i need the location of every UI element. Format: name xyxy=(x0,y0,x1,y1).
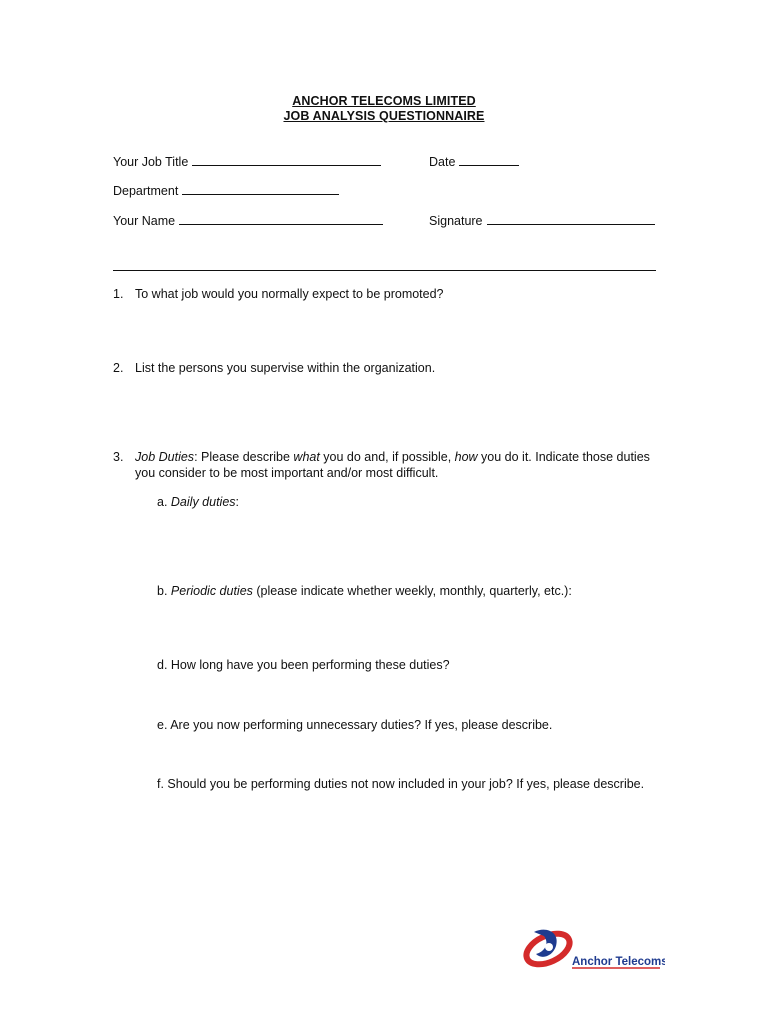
department-label: Department xyxy=(113,184,179,198)
department-blank[interactable] xyxy=(182,182,339,195)
section-divider xyxy=(113,270,656,271)
a-suffix: : xyxy=(235,495,240,509)
logo-text: Anchor Telecoms xyxy=(572,956,665,968)
sub-question-d: d. How long have you been performing these duties? xyxy=(157,658,450,672)
department-field[interactable] xyxy=(113,182,339,198)
date-blank[interactable] xyxy=(459,153,519,166)
q3-how: how xyxy=(454,450,478,464)
job-title-label: Your Job Title xyxy=(113,155,189,169)
name-label: Your Name xyxy=(113,214,176,228)
sub-question-a xyxy=(157,495,239,509)
question-2-number: 2. xyxy=(113,361,124,375)
question-1-text: To what job would you normally expect to be promoted? xyxy=(135,287,444,301)
a-prefix: a. xyxy=(157,495,171,509)
q3-what: what xyxy=(293,450,320,464)
q3-part2: : Please describe xyxy=(194,450,294,464)
name-blank[interactable] xyxy=(179,212,383,225)
q3-part4: you do and, if possible, xyxy=(319,450,455,464)
company-title: ANCHOR TELECOMS LIMITED xyxy=(292,94,476,108)
anchor-telecoms-logo xyxy=(520,924,665,974)
signature-label: Signature xyxy=(429,214,483,228)
sub-question-b xyxy=(157,584,572,598)
form-title: JOB ANALYSIS QUESTIONNAIRE xyxy=(283,109,485,123)
b-prefix: b. xyxy=(157,584,171,598)
question-3-number: 3. xyxy=(113,450,124,464)
signature-blank[interactable] xyxy=(487,212,655,225)
question-1-number: 1. xyxy=(113,287,124,301)
b-suffix: (please indicate whether weekly, monthly, quarterly, etc.): xyxy=(252,584,572,598)
sub-question-f: f. Should you be performing duties not now included in your job? If yes, please describe. xyxy=(157,777,645,791)
b-periodic-duties: Periodic duties xyxy=(170,584,253,598)
question-2-text: List the persons you supervise within the organization. xyxy=(135,361,436,375)
q3-part6: you do it. Indicate those duties you consider to be most important and/or most difficult. xyxy=(135,450,650,480)
sub-question-e: e. Are you now performing unnecessary duties? If yes, please describe. xyxy=(157,718,553,732)
name-field[interactable] xyxy=(113,212,383,228)
a-daily-duties: Daily duties xyxy=(170,495,236,509)
question-3-text xyxy=(135,450,665,481)
date-field[interactable] xyxy=(429,153,519,169)
date-label: Date xyxy=(429,155,456,169)
anchor-logo-icon xyxy=(520,924,665,974)
q3-job-duties: Job Duties xyxy=(135,450,195,464)
job-title-field[interactable] xyxy=(113,153,381,169)
job-title-blank[interactable] xyxy=(192,153,381,166)
signature-field[interactable] xyxy=(429,212,655,228)
